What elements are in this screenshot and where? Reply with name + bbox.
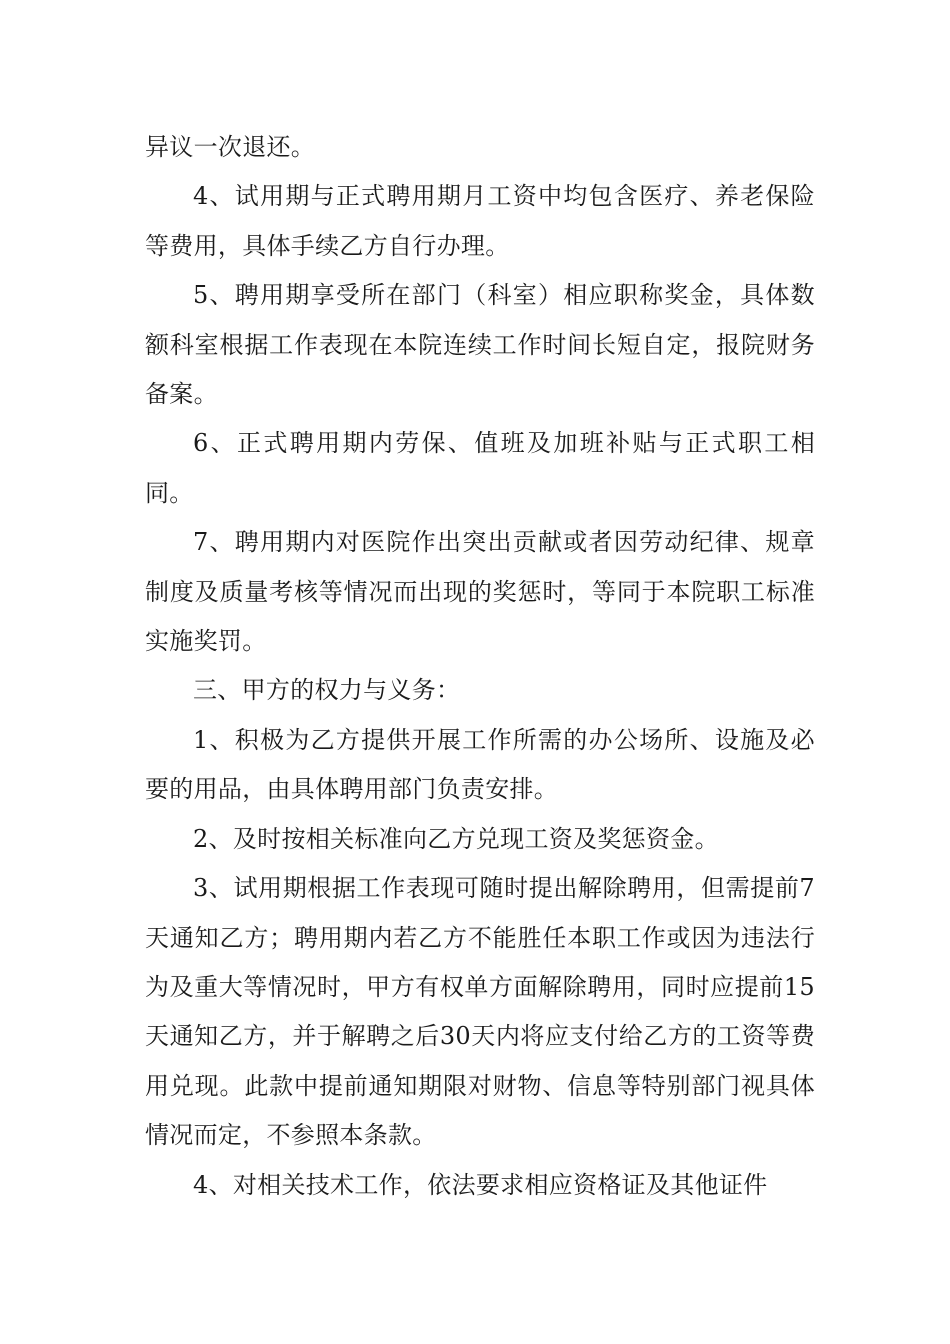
section-heading-party-a-rights: 三、甲方的权力与义务： <box>193 676 461 705</box>
paragraph-item-7-rewards: 7、聘用期内对医院作出突出贡献或者因劳动纪律、规章制度及质量考核等情况而出现的奖惩时，等同于本院职工标准实施奖罚。 <box>145 528 815 656</box>
paragraph-a-item-1-facilities: 1、积极为乙方提供开展工作所需的办公场所、设施及必要的用品，由具体聘用部门负责安排。 <box>145 725 815 804</box>
document-body <box>145 123 815 1210</box>
paragraph-a-item-2-wages: 2、及时按相关标准向乙方兑现工资及奖惩资金。 <box>193 824 719 853</box>
paragraph-continuation: 异议一次退还。 <box>145 133 316 161</box>
paragraph-item-4-insurance: 4、试用期与正式聘用期月工资中均包含医疗、养老保险等费用，具体手续乙方自行办理。 <box>145 182 815 260</box>
paragraph-item-6-subsidy: 6、正式聘用期内劳保、值班及加班补贴与正式职工相同。 <box>145 429 815 507</box>
paragraph-item-5-bonus: 5、聘用期享受所在部门（科室）相应职称奖金，具体数额科室根据工作表现在本院连续工作时间长短自定，报院财务备案。 <box>145 281 815 409</box>
paragraph-a-item-3-termination: 3、试用期根据工作表现可随时提出解除聘用，但需提前7天通知乙方；聘用期内若乙方不能胜任本职工作或因为违法行为及重大等情况时，甲方有权单方面解除聘用，同时应提前15天通知乙方，并于解聘之后30天内将应支付给乙方的工资等费用兑现。此款中提前通知期限对财物、信息等特别部门视具体情况而定，不参照本条款。 <box>145 874 815 1150</box>
paragraph-a-item-4-certificates: 4、对相关技术工作，依法要求相应资格证及其他证件 <box>193 1170 768 1199</box>
